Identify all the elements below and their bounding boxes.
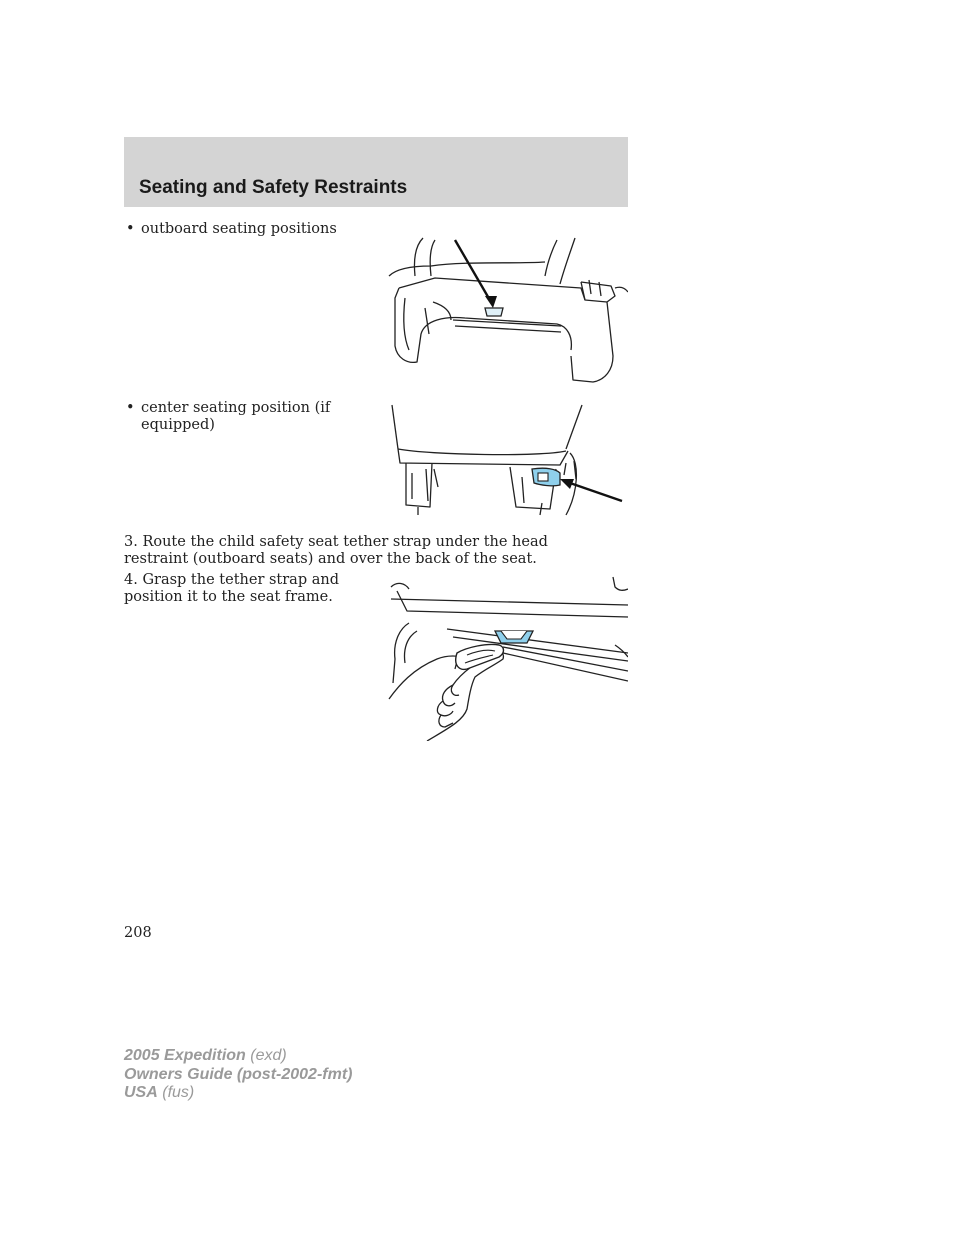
bullet-marker: • [126,400,135,416]
document-footer [124,1047,352,1103]
footer-model-code: (exd) [250,1047,287,1064]
center-seat-anchor-illustration [390,403,626,518]
bullet-text: outboard seating positions [141,221,337,237]
footer-line-1 [124,1047,352,1066]
footer-guide-name: Owners Guide (post-2002-fmt) [124,1065,353,1083]
footer-model: 2005 Expedition [124,1047,246,1064]
section-title: Seating and Safety Restraints [139,177,408,198]
footer-market: USA [124,1084,158,1101]
footer-line-2 [124,1066,352,1085]
outboard-seat-anchor-illustration [385,236,628,386]
step-3-text: 3. Route the child safety seat tether strap under the head restraint (outboard seats) and over the back of the seat. [124,534,548,567]
tether-hook-attachment-illustration [387,573,628,741]
footer-market-code: (fus) [162,1084,195,1101]
bullet-marker: • [126,221,135,237]
step-4-text: 4. Grasp the tether strap and position it to the seat frame. [124,572,339,605]
footer-line-3 [124,1084,352,1103]
page-number: 208 [124,925,152,941]
bullet-text: center seating position (if equipped) [141,400,331,433]
